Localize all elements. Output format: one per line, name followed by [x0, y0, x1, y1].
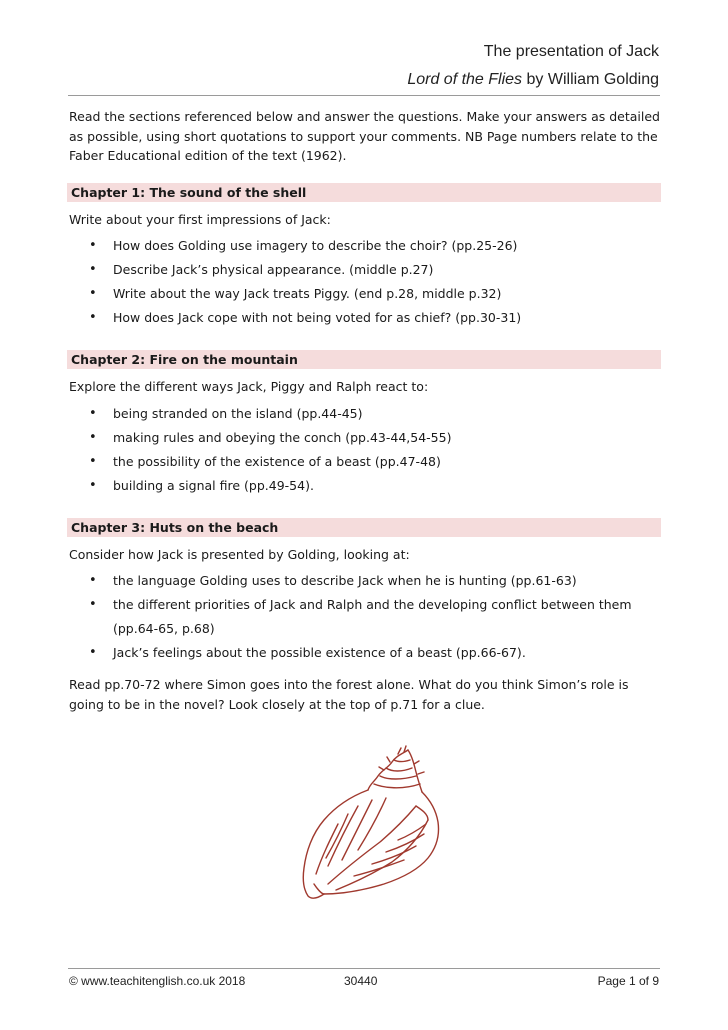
list-item: • making rules and obeying the conch (pp.43-44,54-55): [69, 426, 661, 450]
document-title: The presentation of Jack: [483, 43, 659, 60]
closing-paragraph: Read pp.70-72 where Simon goes into the forest alone. What do you think Simon’s role is going to be in the novel? Look closely at the top of p.71 for a clue.: [69, 677, 629, 712]
intro-paragraph: Read the sections referenced below and answer the questions. Make your answers as detailed as possible, using short quotations to support your comments. NB Page numbers relate to the Faber Educational edition of the text (1962).: [69, 109, 660, 163]
list-item: • the possibility of the existence of a beast (pp.47-48): [69, 450, 661, 474]
list-item: • being stranded on the island (pp.44-45): [69, 402, 661, 426]
list-item: • the language Golding uses to describe Jack when he is hunting (pp.61-63): [69, 569, 661, 593]
worksheet-body: [69, 107, 661, 714]
list-item: • building a signal fire (pp.49-54).: [69, 474, 661, 498]
chapter-3-heading: Chapter 3: Huts on the beach: [67, 518, 661, 537]
chapter-3-questions: [69, 569, 661, 665]
footer-code: 30440: [344, 974, 378, 988]
document-subtitle: [407, 71, 659, 89]
list-item: • How does Golding use imagery to describe the choir? (pp.25-26): [69, 234, 661, 258]
list-item: • Write about the way Jack treats Piggy. (end p.28, middle p.32): [69, 282, 661, 306]
chapter-1-heading: Chapter 1: The sound of the shell: [67, 183, 661, 202]
list-item: • Describe Jack’s physical appearance. (middle p.27): [69, 258, 661, 282]
list-item: • the different priorities of Jack and Ralph and the developing conflict between them (pp.64-65, p.68): [69, 593, 661, 641]
book-title: Lord of the Flies: [407, 71, 523, 88]
footer-copyright: © www.teachitenglish.co.uk 2018: [69, 974, 246, 988]
chapter-1-questions: [69, 234, 661, 330]
chapter-2-heading: Chapter 2: Fire on the mountain: [67, 350, 661, 369]
conch-shell-icon: [298, 744, 443, 904]
footer-page-number: Page 1 of 9: [597, 974, 659, 988]
chapter-2-prompt: Explore the different ways Jack, Piggy and Ralph react to:: [69, 379, 429, 394]
book-author: by William Golding: [522, 71, 659, 88]
chapter-2-questions: [69, 402, 661, 498]
header-divider: [68, 95, 660, 96]
list-item: • How does Jack cope with not being voted for as chief? (pp.30-31): [69, 306, 661, 330]
chapter-1-prompt: Write about your first impressions of Jack:: [69, 211, 331, 227]
chapter-3-prompt: Consider how Jack is presented by Golding, looking at:: [69, 546, 410, 562]
footer-divider: [68, 968, 660, 969]
list-item: • Jack’s feelings about the possible existence of a beast (pp.66-67).: [69, 641, 661, 665]
